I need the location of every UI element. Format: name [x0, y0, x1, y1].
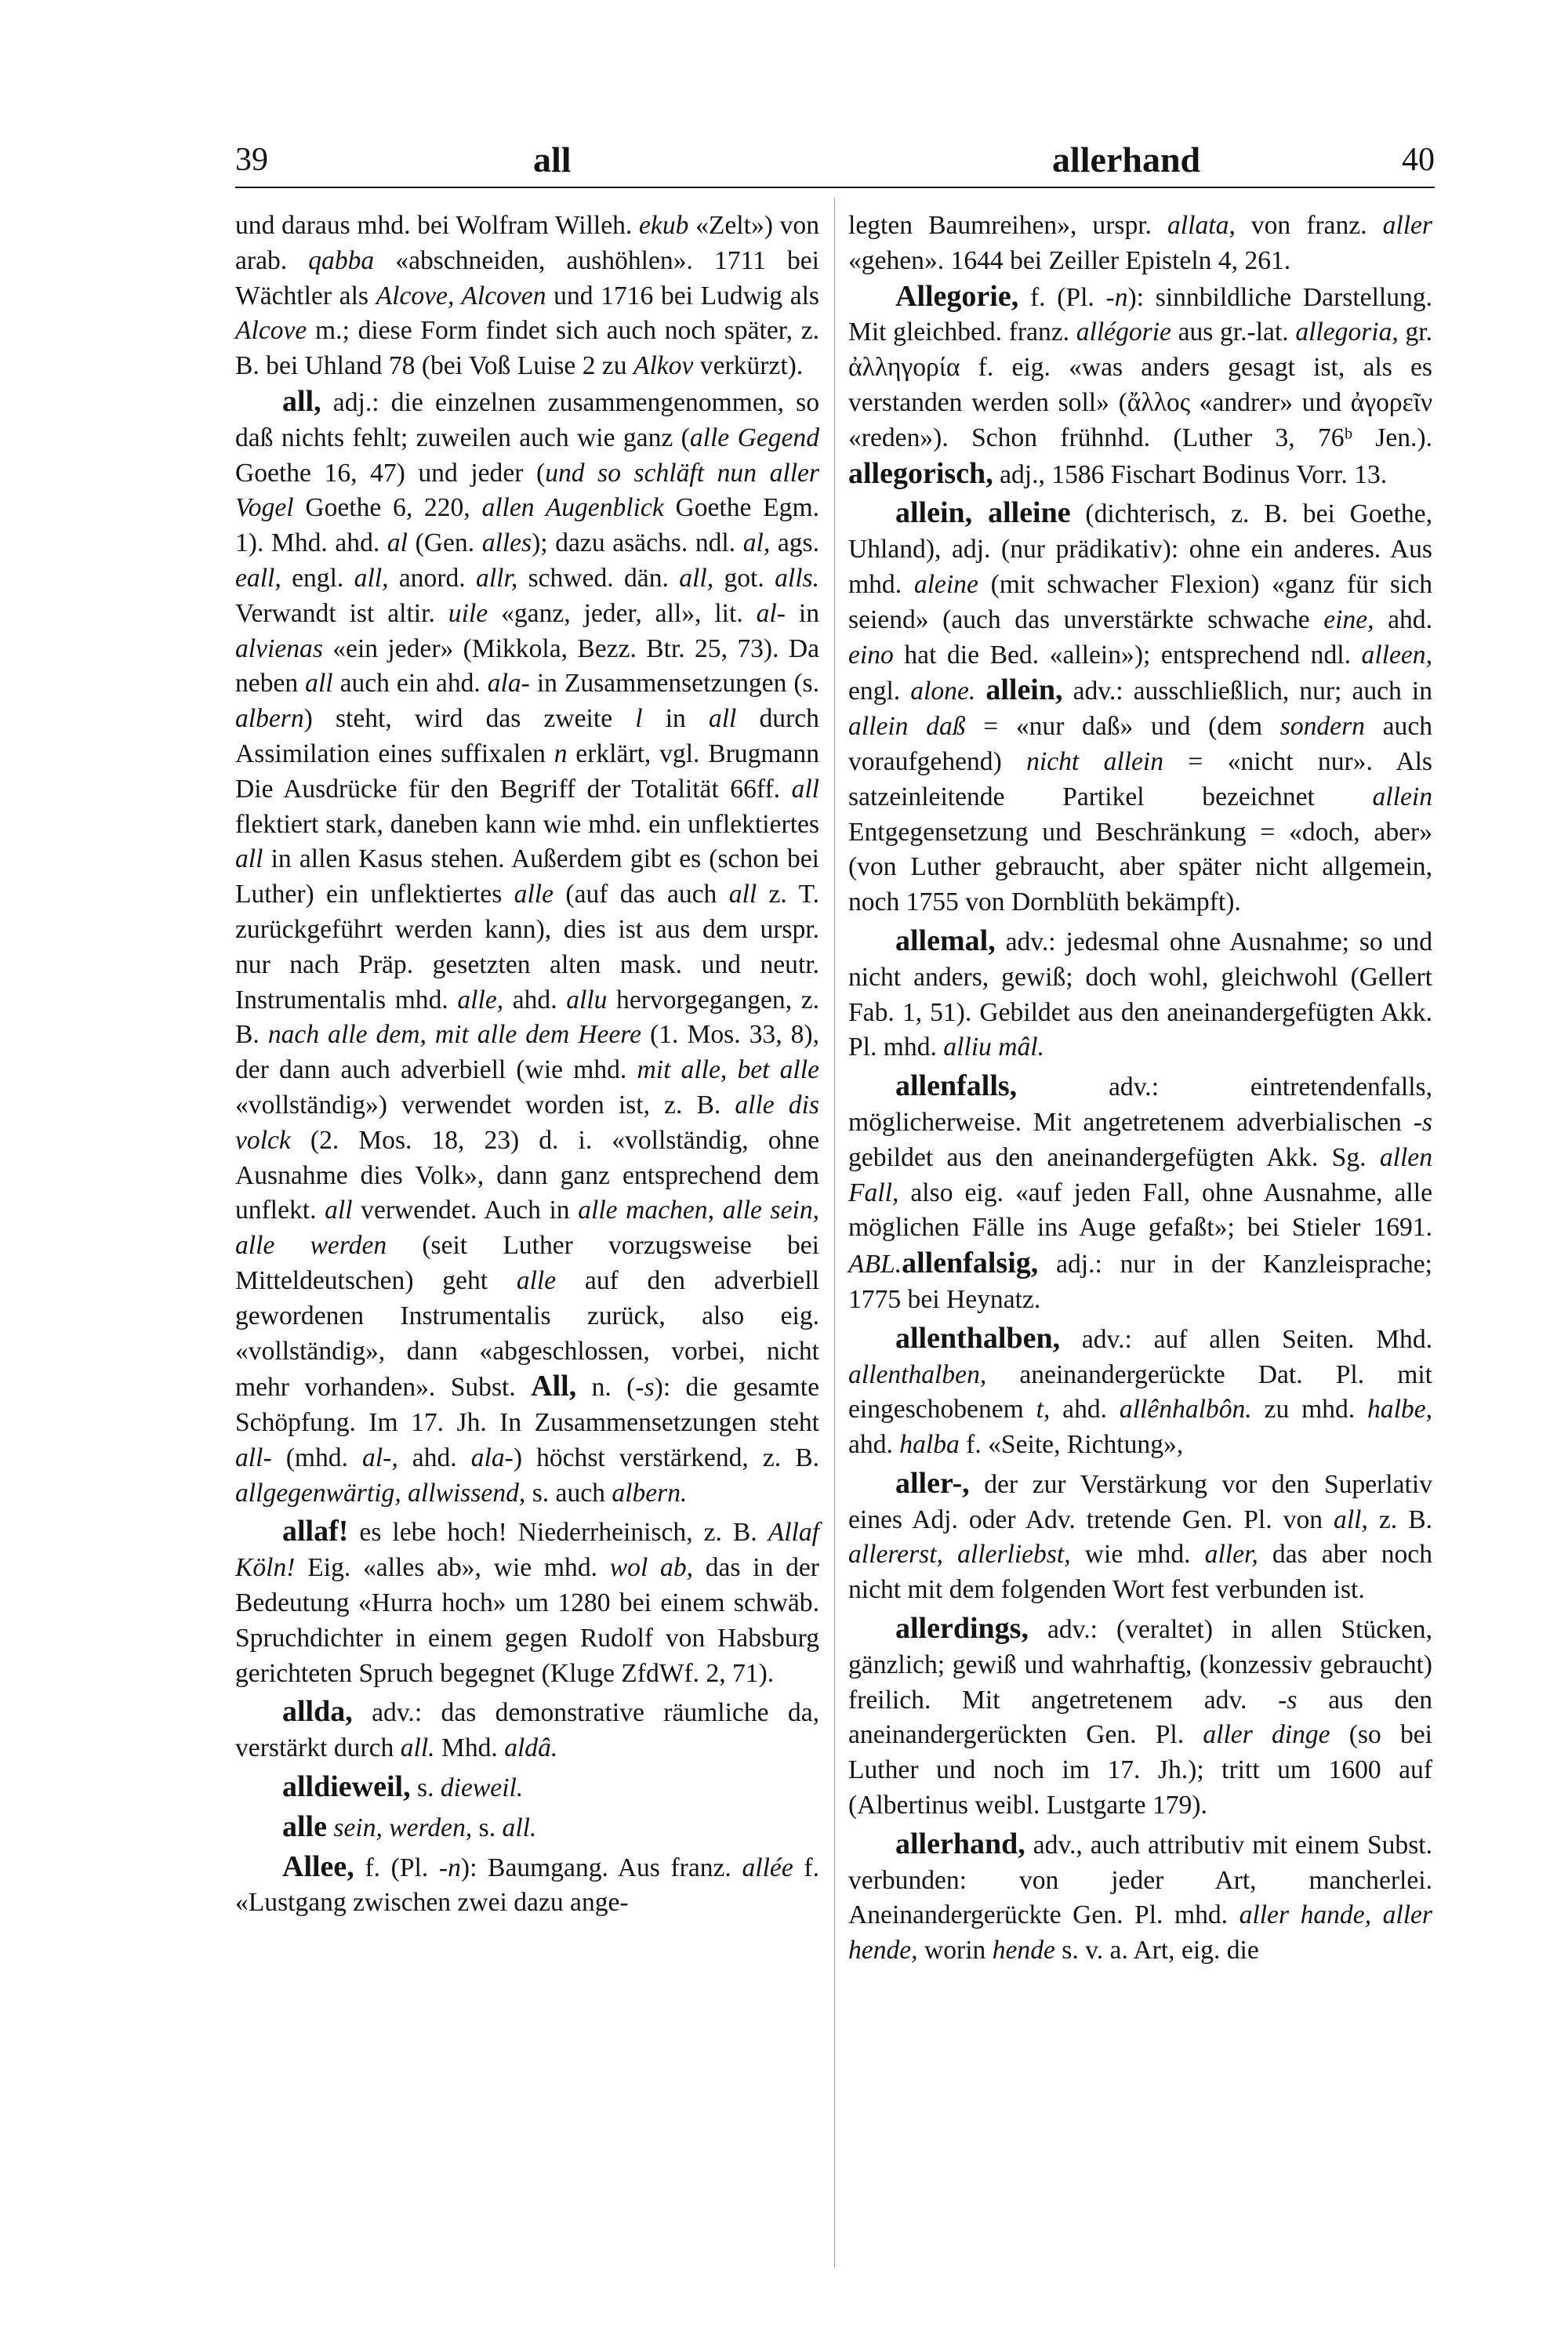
entry-text: adj.: die einzelnen zusammengenommen, so daß nichts fehlt; zuweilen auch wie ganz ( [235, 387, 819, 452]
entry-text: ahd. [848, 1430, 900, 1460]
entry-text: ahd. [397, 1443, 471, 1472]
italic-term: wol ab, [609, 1553, 693, 1583]
italic-term: aller [1382, 211, 1432, 240]
entry-text: = «nicht nur». Als satzeinleitende Partikel bezeichnet [848, 746, 1432, 811]
italic-term: allgegenwärtig, allwissend, [235, 1478, 526, 1508]
italic-term: eine, [1323, 604, 1374, 634]
catchword-left: all [533, 140, 572, 180]
entry-text: flektiert stark, daneben kann wie mhd. ein unflektiertes [235, 809, 819, 839]
column-divider [834, 198, 835, 2267]
dictionary-entry [235, 1514, 819, 1691]
italic-term: all, [1334, 1504, 1368, 1534]
dictionary-entry [235, 1694, 819, 1766]
entry-text: «ein jeder» (Mikkola, Bezz. Btr. 25, 73). Da neben [235, 633, 819, 699]
entry-text: s. [410, 1773, 441, 1803]
dictionary-entry [848, 1321, 1432, 1463]
dictionary-entry [848, 1611, 1432, 1824]
entry-text: ahd. [1374, 604, 1432, 634]
entry-text: ): die gesamte Schöpfung. Im 17. Jh. In Zusammensetzungen steht [235, 1373, 819, 1438]
italic-term: alle, [457, 985, 504, 1014]
italic-term: albern [235, 704, 304, 734]
italic-term: allegoria, [1295, 318, 1399, 347]
entry-text: adv.: ausschließlich, nur; auch in [1062, 677, 1432, 706]
entry-text: (so bei Luther und noch im 17. Jh.); tritt um 1600 auf (Albertinus weibl. Lustgarte 179). [848, 1720, 1432, 1820]
right-column [848, 209, 1432, 1969]
entry-text: (1. Mos. 33, 8), der dann auch adverbiell (wie mhd. [235, 1020, 820, 1085]
entry-text: (seit Luther vorzugsweise bei Mitteldeutschen) geht [235, 1231, 819, 1295]
headword: aller-, [895, 1466, 970, 1500]
italic-term: all [791, 774, 819, 804]
entry-text: «Zelt») von arab. [235, 211, 819, 275]
italic-term: nach alle dem, mit alle dem Heere [267, 1020, 642, 1050]
entry-text: und 1716 bei Ludwig als [546, 281, 820, 310]
italic-term: allein daß [848, 712, 966, 742]
entry-text: durch Assimilation eines suffixalen [235, 704, 819, 768]
italic-term: sein, werden, [333, 1813, 473, 1842]
italic-term: alvienas [235, 633, 323, 663]
italic-term: aller hende, [848, 1900, 1432, 1965]
entry-text: in allen Kasus stehen. Außerdem gibt es (schon bei Luther) ein unflektiertes [235, 844, 819, 909]
entry-text: Verwandt ist altir. [235, 598, 448, 628]
italic-term: allen Augenblick [481, 493, 664, 523]
entry-text: adv.: eintretendenfalls, möglicherweise. Mit angetretenem adverbialischen - [848, 1073, 1432, 1137]
entry-text: verkürzt). [693, 351, 804, 381]
entry-text: das aber noch nicht mit dem folgenden Wort fest verbunden ist. [848, 1540, 1432, 1605]
entry-text: f. «Lustgang zwischen zwei dazu ange- [235, 1853, 819, 1918]
entry-text: aus gr.-lat. [1171, 318, 1296, 347]
italic-term: allen Fall, [848, 1142, 1432, 1207]
italic-term: qabba [308, 245, 375, 275]
entry-text: ags. [770, 528, 819, 558]
entry-text: hervorgegangen, z. B. [235, 985, 819, 1050]
entry-text: s. auch [525, 1478, 612, 1508]
entry-text: schwed. dän. [517, 563, 680, 593]
italic-term: halbe, [1367, 1395, 1432, 1425]
italic-term: allenthalben, [848, 1359, 987, 1389]
headword: alldieweil, [282, 1770, 411, 1804]
italic-term: Alkov [633, 351, 694, 381]
entry-text: gr. ἀλληγορία f. eig. «was anders gesagt ist, als es verstanden werden soll» (ἄλλος «andrer» und ἀγορεῖν «reden»). Schon frühnhd. (Luther 3, 76ᵇ Jen.). [848, 318, 1432, 452]
headword: allein, alleine [895, 496, 1071, 530]
entry-text: anord. [388, 563, 477, 593]
italic-term: sondern [1279, 712, 1365, 742]
entry-text: adv.: auf allen Seiten. Mhd. [1060, 1324, 1432, 1354]
italic-term: aldâ. [504, 1733, 558, 1763]
italic-term: allererst, allerliebst, [848, 1540, 1071, 1570]
italic-term: t, [1036, 1395, 1051, 1425]
italic-term: al, [742, 528, 771, 558]
entry-text: wie mhd. [1070, 1540, 1205, 1570]
italic-term: ala- [487, 669, 530, 699]
italic-term: hende [992, 1936, 1055, 1965]
entry-text: und daraus mhd. bei Wolfram Willeh. [235, 211, 640, 240]
italic-term: s [644, 1373, 655, 1403]
italic-term: Alcove, Alcoven [376, 281, 546, 310]
entry-text: verwendet. Auch in [352, 1196, 579, 1225]
entry-text: legten Baumreihen», urspr. [848, 211, 1167, 240]
entry-text: n. (- [576, 1373, 644, 1403]
dictionary-entry [848, 924, 1432, 1065]
italic-term: aller, [1204, 1540, 1258, 1570]
italic-term: all, [679, 563, 714, 593]
entry-text: adv., auch attributiv mit einem Subst. verbunden: von jeder Art, mancherlei. Aneinandergerückte Gen. Pl. mhd. [848, 1830, 1432, 1930]
entry-text: auf den adverbiell gewordenen Instrumentalis zurück, also eig. «vollständig», dann «abgeschlossen, vorbei, nicht mehr vorhanden». Subst. [235, 1265, 819, 1403]
entry-text: (auf das auch [554, 880, 729, 909]
entry-text: zu mhd. [1251, 1395, 1367, 1425]
continued-entry [848, 209, 1432, 279]
headword: Allegorie, [895, 279, 1019, 313]
italic-term: mit alle, bet alle [637, 1055, 819, 1085]
headword: all, [282, 384, 321, 418]
headword: alle [282, 1809, 327, 1843]
italic-term: alle machen, alle sein, alle werden [235, 1196, 820, 1261]
italic-term: allée [742, 1853, 793, 1882]
entry-text: ): sinnbildliche Darstellung. Mit gleichbed. franz. [848, 282, 1432, 347]
entry-text: aus den aneinandergerückten Gen. Pl. [848, 1685, 1432, 1750]
italic-term: dieweil. [440, 1773, 524, 1803]
italic-term: all [728, 880, 757, 909]
headword: allein, [985, 673, 1063, 707]
headword: allerhand, [895, 1827, 1025, 1860]
entry-text: s. [472, 1813, 503, 1842]
italic-term: alle dis volck [235, 1090, 819, 1155]
entry-text: Entgegensetzung und Beschränkung = «doch, aber» (von Luther gebraucht, aber später nicht allgemein, noch 1755 von Dornblüth bekämpft). [848, 817, 1432, 917]
italic-term: allênhalbôn. [1119, 1395, 1252, 1425]
headword: allerdings, [895, 1612, 1029, 1646]
italic-term: eall, [235, 563, 281, 593]
italic-term: albern. [612, 1478, 688, 1508]
italic-term: alone. [910, 677, 976, 706]
entry-text: = «nur daß» und (dem [965, 712, 1280, 742]
continued-entry [235, 209, 819, 384]
italic-term: n [554, 739, 568, 768]
headword: allenthalben, [895, 1321, 1061, 1355]
italic-term: und so schläft nun aller Vogel [235, 458, 819, 523]
entry-text: «ganz, jeder, all», lit. [488, 598, 757, 628]
entry-text: auch ein ahd. [332, 669, 488, 699]
italic-term: all [235, 844, 263, 874]
italic-term: nicht allein [1026, 746, 1164, 776]
entry-text: das in der Bedeutung «Hurra hoch» um 1280 bei einem schwäb. Spruchdichter in einem gegen Rudolf von Habsburg gerichteten Spruch begegnet (Kluge ZfdWf. 2, 71). [235, 1553, 819, 1688]
entry-text: (dichterisch, z. B. bei Goethe, Uhland), adj. (nur prädikativ): ohne ein anderes. Aus mhd. [848, 499, 1432, 599]
italic-term: aller dinge [1203, 1720, 1330, 1750]
italic-term: l [635, 704, 643, 734]
italic-term: all. [502, 1813, 537, 1842]
entry-text: Goethe 16, 47) und jeder ( [235, 458, 546, 488]
entry-text: ): Baumgang. Aus franz. [460, 1853, 742, 1882]
entry-text: ) höchst verstärkend, z. B. [513, 1443, 820, 1472]
italic-term: s [1421, 1107, 1432, 1137]
entry-text: «gehen». 1644 bei Zeiller Episteln 4, 261. [848, 245, 1291, 275]
dictionary-entry [848, 1466, 1432, 1608]
entry-text: f. «Seite, Richtung», [959, 1430, 1184, 1460]
entry-text: f. (Pl. - [1018, 282, 1115, 312]
italic-term: alls. [775, 563, 820, 593]
entry-text: auch voraufgehend) [848, 712, 1433, 776]
entry-text: (Gen. [407, 528, 482, 558]
entry-text: in Zusammensetzungen (s. [529, 669, 819, 699]
italic-term: alle Gegend [689, 423, 819, 452]
italic-term: allu [566, 985, 608, 1014]
entry-text: (mit schwacher Flexion) «ganz für sich seiend» (auch das unverstärkte schwache [848, 569, 1432, 634]
dictionary-entry [235, 1769, 819, 1806]
entry-text: Goethe Egm. 1). Mhd. ahd. [235, 493, 819, 558]
catchword-right: allerhand [1052, 140, 1201, 180]
headword: allenfalsig, [902, 1247, 1039, 1280]
entry-text: worin [917, 1936, 993, 1965]
headword: allemal, [895, 924, 996, 957]
italic-term: alleen, [1361, 640, 1432, 670]
entry-text [1371, 1900, 1383, 1929]
entry-text: adj., 1586 Fischart Bodinus Vorr. 13. [993, 459, 1388, 489]
entry-text: f. (Pl. - [354, 1853, 448, 1882]
italic-term: ABL. [848, 1250, 902, 1279]
entry-text: adv.: das demonstrative räumliche da, verstärkt durch [235, 1698, 819, 1763]
italic-term: alle [516, 1265, 557, 1295]
page-number-right: 40 [1402, 142, 1435, 178]
entry-text: also eig. «auf jeden Fall, ohne Ausnahme, alle möglichen Fälle ins Auge gefaßt»; bei Stieler 1691. [848, 1178, 1432, 1243]
entry-text: «abschneiden, aushöhlen». 1711 bei Wächtler als [235, 245, 819, 310]
entry-text: Goethe 6, 220, [293, 493, 482, 523]
italic-term: al-, [362, 1443, 398, 1472]
entry-text: gebildet aus den aneinandergefügten Akk. Sg. [848, 1142, 1380, 1172]
entry-text: erklärt, vgl. Brugmann Die Ausdrücke für den Begriff der Totalität 66ff. [235, 739, 819, 804]
entry-text: ahd. [1050, 1395, 1120, 1425]
page-number-left: 39 [235, 142, 268, 178]
italic-term: alle [514, 880, 554, 909]
dictionary-entry [848, 1069, 1432, 1318]
entry-text: «vollständig») verwendet worden ist, z. B. [235, 1090, 735, 1120]
italic-term: all. [400, 1733, 435, 1763]
entry-text: Mhd. [434, 1733, 505, 1763]
italic-term: allégorie [1076, 318, 1171, 347]
dictionary-entry [848, 495, 1432, 920]
entry-text: aneinandergerückte Dat. Pl. mit eingeschobenem [848, 1359, 1432, 1425]
headword: All, [531, 1370, 577, 1403]
italic-term: alliu mâl. [943, 1033, 1045, 1062]
italic-term: ekub [639, 211, 689, 240]
entry-text: in [642, 704, 709, 734]
headword: allenfalls, [895, 1069, 1018, 1103]
entry-text: der zur Verstärkung vor den Superlativ eines Adj. oder Adv. tretende Gen. Pl. von [848, 1469, 1432, 1534]
italic-term: allr, [476, 563, 518, 593]
entry-text: got. [713, 563, 775, 593]
italic-term: all, [354, 563, 389, 593]
entry-text: s. v. a. Art, eig. die [1054, 1936, 1259, 1965]
italic-term: all [305, 669, 333, 699]
entry-text: von franz. [1235, 211, 1383, 240]
entry-text: m.; diese Form findet sich auch noch später, z. B. bei Uhland 78 (bei Voß Luise 2 zu [235, 316, 819, 381]
italic-term: ala- [470, 1443, 514, 1472]
entry-text: ahd. [503, 985, 567, 1014]
italic-term: aleine [913, 569, 978, 599]
italic-term: all [325, 1196, 353, 1225]
entry-text: in [785, 598, 819, 628]
dictionary-entry [235, 384, 819, 1512]
entry-text: es lebe hoch! Niederrheinisch, z. B. [348, 1518, 768, 1548]
headword: Allee, [282, 1849, 354, 1883]
italic-term: alles [481, 528, 532, 558]
italic-term: uile [448, 598, 488, 628]
headword: allegorisch, [848, 456, 993, 490]
dictionary-entry [235, 1849, 819, 1922]
entry-text: adv.: (veraltet) in allen Stücken, gänzlich; gewiß und wahrhaftig, (konzessiv gebraucht) freilich. Mit angetretenem adv. - [848, 1615, 1432, 1715]
italic-term: allata, [1167, 211, 1236, 240]
italic-term: s [1287, 1685, 1298, 1715]
italic-term: Allaf Köln! [235, 1518, 819, 1583]
italic-term: n [1114, 282, 1128, 312]
entry-text: z. T. zurückgeführt werden kann), dies ist aus dem urspr. nur nach Präp. gesetzten alten mask. und neutr. Instrumentalis mhd. [235, 880, 820, 1014]
entry-text: adv.: jedesmal ohne Ausnahme; so und nicht anders, gewiß; doch wohl, gleichwohl (Gellert Fab. 1, 51). Gebildet aus den aneinandergefügten Akk. Pl. mhd. [848, 927, 1432, 1062]
italic-term: aller hande, [1239, 1900, 1372, 1930]
italic-term: allein [1372, 782, 1432, 811]
dictionary-entry [848, 279, 1432, 493]
entry-text: ) steht, wird das zweite [303, 704, 636, 734]
entry-text: z. B. [1367, 1504, 1432, 1534]
entry-text: ); dazu asächs. ndl. [532, 528, 743, 558]
italic-term: n [448, 1853, 461, 1882]
left-column [235, 209, 819, 1921]
italic-term: al [387, 528, 408, 558]
italic-term: eino [848, 640, 894, 670]
entry-text: engl. [281, 563, 354, 593]
headword: allaf! [282, 1515, 349, 1548]
entry-text: hat die Bed. «allein»); entsprechend ndl. [893, 640, 1362, 670]
dictionary-entry [235, 1809, 819, 1846]
entry-text: adj.: nur in der Kanzleisprache; 1775 bei Heynatz. [848, 1250, 1432, 1314]
italic-term: al- [756, 598, 786, 628]
italic-term: Alcove [235, 316, 307, 346]
entry-text: Eig. «alles ab», wie mhd. [295, 1553, 610, 1583]
running-head [235, 138, 1435, 185]
header-rule [235, 187, 1435, 188]
italic-term: all [708, 704, 737, 734]
italic-term: halba [899, 1430, 960, 1460]
entry-text [975, 677, 985, 706]
dictionary-entry [848, 1827, 1432, 1969]
entry-text: engl. [848, 677, 911, 706]
entry-text: (2. Mos. 18, 23) d. i. «vollständig, ohne Ausnahme dies Volk», dann ganz entsprechend dem unflekt. [235, 1125, 819, 1225]
headword: allda, [282, 1695, 353, 1729]
entry-text: (mhd. [271, 1443, 363, 1472]
italic-term: all- [235, 1443, 272, 1472]
